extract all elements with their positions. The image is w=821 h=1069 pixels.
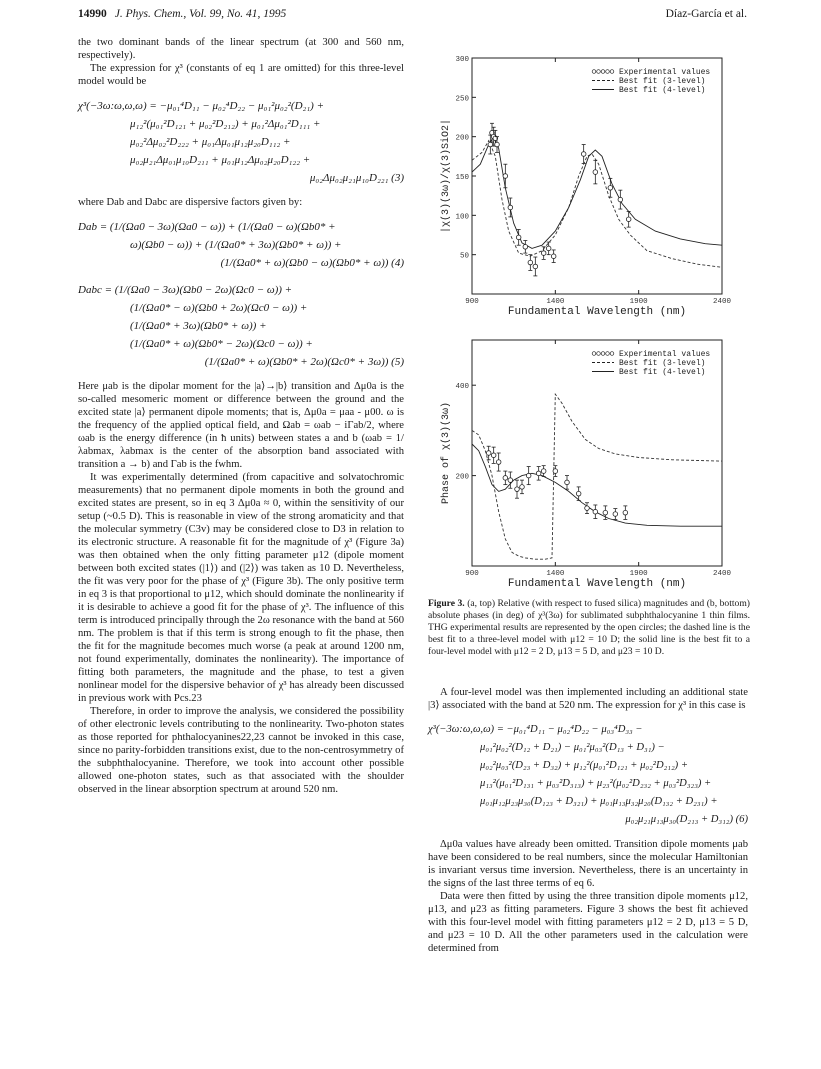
data-point <box>515 487 520 492</box>
y-tick-label: 150 <box>455 174 469 182</box>
data-point <box>496 460 501 465</box>
legend-label: Best fit (3-level) <box>619 77 706 86</box>
legend-symbol-circle <box>606 70 610 74</box>
data-point <box>565 480 570 485</box>
data-point <box>520 485 525 490</box>
data-point <box>526 473 531 478</box>
caption-text: (a, top) Relative (with respect to fused silica) magnitudes and (b, bottom) absolute phases (in deg) of χ³(3ω) for sublimated subphthalocyanine 1 thin films. THG experimental results are represented by the open circles; the dashed line is the best fit to a three-level model with μ12 = 10 D; the solid line is the best fit to a four-level model with μ12 = 2 D, μ13 = 5 D, and μ23 = 10 D. <box>428 598 750 657</box>
y-axis-label: Phase of χ(3)(3ω) <box>441 401 452 505</box>
x-tick-label: 2400 <box>712 570 732 578</box>
running-header <box>78 8 286 20</box>
data-point <box>541 469 546 474</box>
eq6-line: μ₁₃²(μ₀₁²D₁₃₁ + μ₀₃²D₃₁₃) + μ₂₃²(μ₀₂²D₂₃₂ + μ₀₃²D₃₂₃) + <box>480 778 712 789</box>
figure-3b <box>440 336 740 599</box>
data-point <box>528 260 533 265</box>
legend-symbol-circle <box>592 352 596 356</box>
data-point <box>533 264 538 269</box>
paragraph-therefore: Therefore, in order to improve the analysis, we considered the possibility of other electronic levels contributing to the nonlinearity. Two-photon states as those reported for phthalocyanines22,23 cannot be invoked in this case, since no parity-forbidden transitions exist, due to the non-centrosymmetry of the subphthalocyanine. Therefore, we took into account other possible allowed one-photon states, such as that associated with the shoulder observed in the linear absorption spectrum at around 520 nm. <box>78 706 404 795</box>
legend-label: Best fit (3-level) <box>619 359 706 368</box>
equation-4 <box>78 218 404 272</box>
legend-symbol-circle <box>610 352 614 356</box>
x-tick-label: 1900 <box>629 570 648 578</box>
right-column <box>428 686 748 955</box>
journal-citation: J. Phys. Chem., Vol. 99, No. 41, 1995 <box>114 8 287 20</box>
data-point <box>613 512 618 517</box>
data-point <box>593 509 598 514</box>
data-point <box>503 476 508 481</box>
data-point <box>516 235 521 240</box>
paragraph-data-fit: Data were then fitted by using the three transition dipole moments μ12, μ13, and μ23 as fitting parameters. Figure 3 shows the best fit achieved with this four-level model with fitting parameters μ12 = 2 D, μ13 = 5 D, and μ23 = 10 D. All the other parameters used in the calculation were determined from <box>428 891 748 954</box>
eq3-line: μ₀₂²Δμ₀₂²D₂₂₂ + μ₀₁Δμ₀₁μ₁₂μ₂₀D₁₁₂ + <box>130 136 291 148</box>
eq4-line: Dab = (1/(Ωa0 − 3ω)(Ωa0 − ω)) + (1/(Ωa0 − ω)(Ωb0* + <box>78 221 336 233</box>
data-point <box>536 471 541 476</box>
eq6-line: μ₀₂²μ₀₃²(D₂₃ + D₃₂) + μ₁₂²(μ₀₁²D₁₂₁ + μ₀₂²D₂₁₂) + <box>480 760 688 771</box>
y-tick-label: 100 <box>455 213 469 222</box>
eq5-line: (1/(Ωa0* + ω)(Ωb0* + 2ω)(Ωc0* + 3ω)) (5) <box>204 356 404 368</box>
x-axis-label: Fundamental Wavelength (nm) <box>507 578 687 590</box>
data-point <box>486 451 491 456</box>
equation-6 <box>428 721 748 829</box>
eq5-line: (1/(Ωa0* − ω)(Ωb0 + 2ω)(Ωc0 − ω)) + <box>130 302 308 314</box>
y-tick-label: 200 <box>455 473 469 482</box>
paragraph-four-level: A four-level model was then implemented including an additional state |3⟩ associated with the band at 520 nm. The expression for χ³ in this case is <box>428 687 748 711</box>
eq4-line: ω)(Ωb0 − ω)) + (1/(Ωa0* + 3ω)(Ωb0* + ω)) + <box>130 239 342 251</box>
eq6-line: χ³(−3ω:ω,ω,ω) = −μ₀₁⁴D₁₁ − μ₀₂⁴D₂₂ − μ₀₃⁴D₃₃ − <box>428 724 643 735</box>
data-point <box>593 170 598 175</box>
paragraph-definitions: Here μab is the dipolar moment for the |a⟩→|b⟩ transition and Δμ0a is the so-called mesomeric moment or difference between the ground and the excited state |a⟩ permanent dipole moments; that is, Δμ0a = μaa - μ00. ω is the frequency of the applied optical field, and Ωab = ωab − iΓab/2, where ωab is the energy difference (in ħ units) between states a and b (ωab = 1/λabmax, λabmax is the center of the absorption band associated with transition a → b) and Γab is the fwhm. <box>78 381 404 470</box>
legend-symbol-circle <box>597 352 601 356</box>
y-axis-label: |χ(3)(3ω)/χ(3)SiO2| <box>441 118 452 234</box>
figure-3a-plot <box>440 50 740 328</box>
legend-symbol-circle <box>610 70 614 74</box>
data-point <box>495 142 500 147</box>
eq3-line: χ³(−3ω:ω,ω,ω) = −μ₀₁⁴D₁₁ − μ₀₂⁴D₂₂ − μ₀₁²μ₀₂²(D₂₁) + <box>78 100 325 112</box>
page-number: 14990 <box>78 8 107 20</box>
x-tick-label: 1400 <box>546 298 565 306</box>
y-tick-label: 250 <box>455 95 469 104</box>
paragraph-where: where Dab and Dabc are dispersive factors given by: <box>78 197 303 208</box>
x-axis-label: Fundamental Wavelength (nm) <box>507 306 687 318</box>
x-tick-label: 900 <box>465 570 479 578</box>
eq6-line: μ₀₁μ₁₂μ₂₃μ₃₀(D₁₂₃ + D₃₂₁) + μ₀₁μ₁₃μ₃₂μ₂₀(D₁₃₂ + D₂₃₁) + <box>480 796 718 807</box>
data-point <box>585 506 590 511</box>
eq5-line: (1/(Ωa0* + 3ω)(Ωb0* + ω)) + <box>130 320 267 332</box>
data-point <box>541 251 546 256</box>
data-point <box>623 510 628 515</box>
eq5-line: (1/(Ωa0* + ω)(Ωb0* − 2ω)(Ωc0 − ω)) + <box>130 338 313 350</box>
x-tick-label: 1900 <box>629 298 648 306</box>
data-point <box>603 510 608 515</box>
legend-label: Best fit (4-level) <box>619 368 706 377</box>
data-point <box>551 254 556 259</box>
header-authors: Díaz-García et al. <box>665 8 747 20</box>
data-point <box>546 246 551 251</box>
data-point <box>618 197 623 202</box>
eq6-line: μ₀₁²μ₀₂²(D₁₂ + D₂₁) − μ₀₁²μ₀₃²(D₁₃ + D₃₁) − <box>480 742 665 753</box>
data-point <box>576 491 581 496</box>
paragraph-intro: the two dominant bands of the linear spectrum (at 300 and 560 nm, respectively). <box>78 37 404 61</box>
figure-3b-plot <box>440 336 740 594</box>
y-tick-label: 50 <box>459 252 469 261</box>
data-point <box>491 453 496 458</box>
legend-label: Best fit (4-level) <box>619 86 706 95</box>
legend-label: Experimental values <box>619 68 711 77</box>
eq4-line: (1/(Ωa0* + ω)(Ωb0 − ω)(Ωb0* + ω)) (4) <box>220 257 404 269</box>
eq3-line: μ₀₂μ₂₁Δμ₀₁μ₁₀D₂₁₁ + μ₀₁μ₁₂Δμ₀₂μ₂₀D₁₂₂ + <box>130 154 311 166</box>
left-column <box>78 36 404 796</box>
fit-4level-line <box>472 137 722 249</box>
legend-label: Experimental values <box>619 350 711 359</box>
paragraph-experimental: It was experimentally determined (from capacitive and solvatochromic measurements) that no permanent dipole moments in both the ground and excited states are present, so in eq 3 Δμ0a ≈ 0, within the sensitivity of our setup (~0.5 D). This is reasonable in view of the strong aromaticity and that the molecular symmetry (C3v) may be considered close to D3 in relation to its electronic structure. A reasonable fit for the magnitude of χ³ (Figure 3a) was then obtained when the only fitting parameter μ12 (dipole moment between both excited states (|1⟩) and (|2⟩) was taken as 10 D. Nevertheless, the fit was very poor for the phase of χ³ (Figure 3b). The only positive term in eq 3 is that proportional to μ12, which should dominate the nonlinearity if it is desirable to achieve a good fit for the phase of χ³. The influence of this term is introduced principally through the 2ω resonance with the band at 560 nm. The problem is that if this term is strong enough to fit the phase, then the fit for the magnitude becomes much worse (a peak at around 1200 nm, not found experimentally, dominates the nonlinearity). The importance of fitting both parameters, the magnitude and the phase, to test a given nonlinear model for the dispersive behavior of χ³ has already been discussed in previous work with Pcs.23 <box>78 472 404 704</box>
eq6-line: μ₀₂μ₂₁μ₁₃μ₃₀(D₂₁₃ + D₃₁₂) (6) <box>625 814 748 825</box>
x-tick-label: 1400 <box>546 570 565 578</box>
x-tick-label: 2400 <box>712 298 732 306</box>
paragraph-delta: Δμ0a values have already been omitted. Transition dipole moments μab have been considered to be real numbers, since the molecular Hamiltonian is invariant versus time inversion. Nevertheless, there is an uncertainty in the signs of the last three terms of eq 6. <box>428 839 748 889</box>
figure-3a <box>440 50 740 333</box>
eq3-line: μ₁₂²(μ₀₁²D₁₂₁ + μ₀₂²D₂₁₂) + μ₀₁²Δμ₀₁²D₁₁₁ + <box>130 118 321 130</box>
data-point <box>508 478 513 483</box>
x-tick-label: 900 <box>465 298 479 306</box>
y-tick-label: 400 <box>455 383 469 392</box>
data-point <box>508 205 513 210</box>
legend-symbol-circle <box>592 70 596 74</box>
fit-3level-line <box>472 394 722 559</box>
legend-symbol-circle <box>597 70 601 74</box>
eq3-line: μ₀₂Δμ₀₂μ₂₁μ₁₀D₂₂₁ (3) <box>309 172 404 184</box>
data-point <box>503 174 508 179</box>
data-point <box>581 152 586 157</box>
y-tick-label: 300 <box>455 56 469 64</box>
data-point <box>608 186 613 191</box>
data-point <box>626 217 631 222</box>
figure-3-caption <box>428 598 750 658</box>
caption-label: Figure 3. <box>428 598 465 609</box>
y-tick-label: 200 <box>455 134 469 143</box>
legend-symbol-circle <box>606 352 610 356</box>
equation-3 <box>78 97 404 187</box>
legend-symbol-circle <box>601 70 605 74</box>
equation-5 <box>78 281 404 371</box>
eq5-line: Dabc = (1/(Ωa0 − 3ω)(Ωb0 − 2ω)(Ωc0 − ω)) + <box>78 284 293 296</box>
data-point <box>553 469 558 474</box>
data-point <box>523 245 528 250</box>
legend-symbol-circle <box>601 352 605 356</box>
paragraph-expression: The expression for χ³ (constants of eq 1 are omitted) for this three-level model would be <box>78 63 404 87</box>
